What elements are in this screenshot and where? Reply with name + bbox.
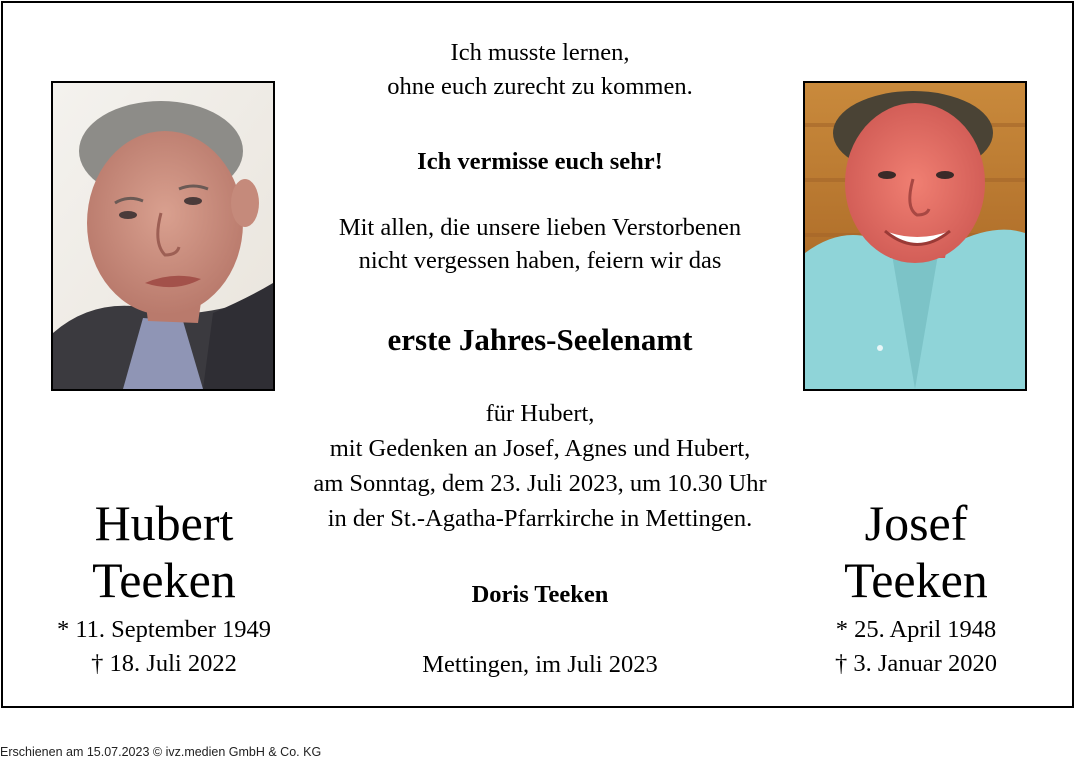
details-line: für Hubert, [485, 400, 595, 427]
birth-date: * 11. September 1949 [56, 616, 272, 643]
place-date: Mettingen, im Juli 2023 [422, 651, 658, 678]
life-dates-josef [766, 613, 1066, 681]
life-dates-hubert [14, 613, 314, 681]
death-date: † 18. Juli 2022 [91, 650, 237, 677]
signer-name: Doris Teeken [471, 581, 609, 608]
last-name: Teeken [844, 552, 988, 608]
birth-date: * 25. April 1948 [835, 616, 997, 643]
verse-line: ohne euch zurecht zu kommen. [387, 73, 693, 100]
publication-footer: Erschienen am 15.07.2023 © ivz.medien GmbH & Co. KG [0, 745, 322, 759]
details-line: in der St.-Agatha-Pfarrkirche in Mettingen. [327, 505, 753, 532]
first-name: Josef [864, 495, 968, 551]
portrait-photo-josef [803, 81, 1027, 391]
invitation [265, 211, 815, 277]
portrait-photo-hubert [51, 81, 275, 391]
portrait-photo-icon [53, 83, 273, 389]
verse [265, 36, 815, 104]
death-date: † 3. Januar 2020 [835, 650, 997, 677]
invitation-line: Mit allen, die unsere lieben Verstorbenen [338, 214, 742, 241]
invitation-line: nicht vergessen haben, feiern wir das [358, 247, 722, 274]
verse-line: Ich musste lernen, [450, 39, 630, 66]
deceased-name-josef [766, 495, 1066, 609]
obituary-card [1, 1, 1074, 708]
details-line: mit Gedenken an Josef, Agnes und Hubert, [329, 435, 751, 462]
last-name: Teeken [92, 552, 236, 608]
first-name: Hubert [94, 495, 234, 551]
deceased-name-hubert [14, 495, 314, 609]
service-details [265, 396, 815, 536]
portrait-photo-icon [805, 83, 1025, 389]
mass-title: erste Jahres-Seelenamt [387, 322, 693, 357]
miss-line: Ich vermisse euch sehr! [417, 148, 663, 175]
details-line: am Sonntag, dem 23. Juli 2023, um 10.30 Uhr [313, 470, 767, 497]
